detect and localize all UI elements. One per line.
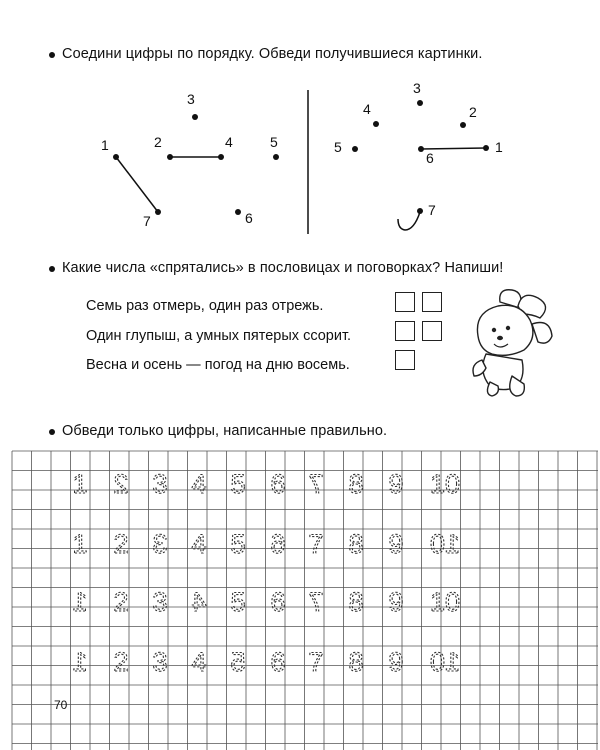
digit-r1-c10[interactable]: 10 — [429, 469, 461, 499]
digit-r3-c9[interactable]: 9 — [388, 587, 404, 617]
label-3: 3 — [187, 91, 195, 107]
proverb-2: Один глупыш, а умных пятерых ссорит. — [86, 328, 352, 344]
digit-r2-c4[interactable]: 4 — [191, 529, 207, 559]
digit-r3-c1[interactable]: 1 — [72, 587, 88, 617]
task-2-text: Какие числа «спрятались» в пословицах и поговорках? Напиши! — [62, 260, 504, 276]
label-3: 3 — [413, 80, 421, 96]
digit-r4-c6[interactable]: 6 — [270, 647, 286, 677]
digit-r2-c6[interactable]: 6 — [270, 529, 286, 559]
digit-r4-c7[interactable]: 7 — [308, 647, 324, 677]
proverb-3: Весна и осень — погод на дню восемь. — [86, 357, 350, 373]
proverb-1: Семь раз отмерь, один раз отрежь. — [86, 298, 324, 314]
digit-r1-c2[interactable]: 2 — [113, 469, 129, 499]
digit-r3-c10[interactable]: 10 — [429, 587, 461, 617]
digit-r2-c7[interactable]: 7 — [308, 529, 324, 559]
label-4: 4 — [363, 101, 371, 117]
digit-r2-c8[interactable]: 8 — [348, 529, 364, 559]
label-1: 1 — [495, 139, 503, 155]
digit-r2-c10[interactable]: 10 — [429, 529, 461, 559]
task-1-text: Соедини цифры по порядку. Обведи получившиеся картинки. — [62, 46, 483, 62]
digit-r2-c5[interactable]: 5 — [230, 529, 246, 559]
label-2: 2 — [469, 104, 477, 120]
digit-r4-c5[interactable]: 5 — [230, 647, 246, 677]
digit-r3-c3[interactable]: 3 — [152, 587, 168, 617]
label-2: 2 — [154, 134, 162, 150]
label-6: 6 — [426, 150, 434, 166]
digit-r4-c3[interactable]: 3 — [152, 647, 168, 677]
digit-r3-c8[interactable]: 8 — [348, 587, 364, 617]
digit-r3-c6[interactable]: 6 — [270, 587, 286, 617]
digit-r3-c4[interactable]: 4 — [191, 587, 207, 617]
digit-r4-c10[interactable]: 10 — [429, 647, 461, 677]
digit-r4-c1[interactable]: 1 — [72, 647, 88, 677]
digit-r3-c2[interactable]: 2 — [113, 587, 129, 617]
digit-r1-c8[interactable]: 8 — [348, 469, 364, 499]
digit-r2-c9[interactable]: 9 — [388, 529, 404, 559]
digit-r1-c1[interactable]: 1 — [72, 469, 88, 499]
grid-lines — [12, 451, 598, 750]
digit-r2-c2[interactable]: 2 — [113, 529, 129, 559]
digit-r4-c4[interactable]: 4 — [191, 647, 207, 677]
digit-r2-c1[interactable]: 1 — [72, 529, 88, 559]
digit-r1-c7[interactable]: 7 — [308, 469, 324, 499]
digit-r3-c7[interactable]: 7 — [308, 587, 324, 617]
page-number: 70 — [54, 698, 68, 712]
digit-r1-c3[interactable]: 3 — [152, 469, 168, 499]
label-6: 6 — [245, 210, 253, 226]
digit-r4-c2[interactable]: 2 — [113, 647, 129, 677]
digit-r1-c6[interactable]: 6 — [270, 469, 286, 499]
label-7: 7 — [143, 213, 151, 229]
digit-r1-c4[interactable]: 4 — [191, 469, 207, 499]
task-3-text: Обведи только цифры, написанные правильно. — [62, 423, 388, 439]
label-5: 5 — [270, 134, 278, 150]
digit-r1-c5[interactable]: 5 — [230, 469, 246, 499]
digit-r4-c9[interactable]: 9 — [388, 647, 404, 677]
label-5: 5 — [334, 139, 342, 155]
label-4: 4 — [225, 134, 233, 150]
digit-r1-c9[interactable]: 9 — [388, 469, 404, 499]
label-7: 7 — [428, 202, 436, 218]
label-1: 1 — [101, 137, 109, 153]
digit-r2-c3[interactable]: 3 — [152, 529, 168, 559]
digit-r3-c5[interactable]: 5 — [230, 587, 246, 617]
digit-r4-c8[interactable]: 8 — [348, 647, 364, 677]
